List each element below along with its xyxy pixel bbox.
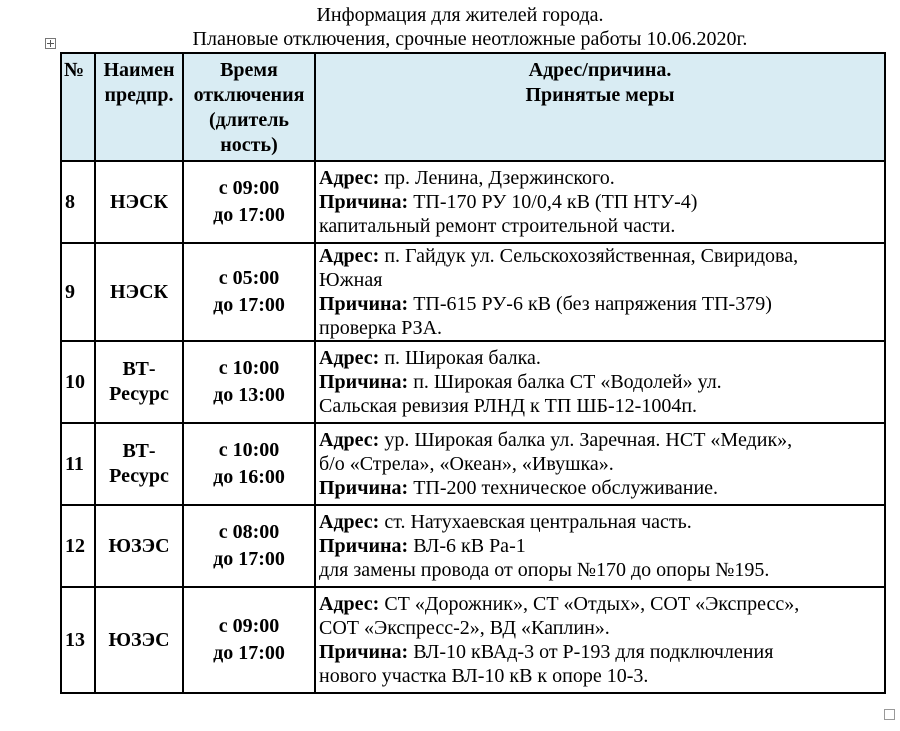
- time-from: с 05:00: [218, 267, 280, 289]
- field-text: п. Широкая балка СТ «Водолей» ул.: [408, 371, 722, 393]
- address-reason-line: [319, 428, 881, 452]
- field-label: Причина:: [319, 293, 409, 315]
- row-time: [183, 341, 315, 423]
- time-to: до 16:00: [213, 466, 285, 488]
- row-organization: [95, 423, 183, 505]
- table-row: [61, 243, 885, 341]
- row-time: [183, 505, 315, 587]
- field-label: Адрес:: [319, 167, 380, 189]
- resize-square-icon[interactable]: [884, 709, 895, 720]
- header-number: №: [61, 53, 95, 161]
- header-org-line: Наимен: [103, 59, 175, 81]
- header-org-name: [95, 53, 183, 161]
- time-to: до 17:00: [213, 642, 285, 664]
- field-text: ТП-200 техническое обслуживание.: [408, 477, 719, 499]
- field-text: ВЛ-6 кВ Ра-1: [408, 535, 526, 557]
- row-organization: [95, 341, 183, 423]
- field-text: ст. Натухаевская центральная часть.: [379, 511, 692, 533]
- address-reason-line: [319, 640, 881, 664]
- table-header-row: [61, 53, 885, 161]
- address-reason-line: [319, 166, 881, 190]
- header-time-line: отключения: [193, 84, 305, 106]
- field-text: ур. Широкая балка ул. Заречная. НСТ «Медик»,: [379, 429, 793, 451]
- row-number: 12: [61, 505, 95, 587]
- field-text: Сальская ревизия РЛНД к ТП ШБ-12-1004п.: [319, 395, 698, 417]
- row-number: 13: [61, 587, 95, 693]
- organization-line: ВТ-: [122, 440, 156, 462]
- organization-line: ВТ-: [122, 358, 156, 380]
- row-organization: [95, 161, 183, 243]
- field-label: Причина:: [319, 191, 409, 213]
- table-row: [61, 341, 885, 423]
- row-number: 10: [61, 341, 95, 423]
- organization-line: ЮЗЭС: [108, 628, 170, 651]
- table-row: [61, 423, 885, 505]
- field-text: проверка РЗА.: [319, 317, 443, 339]
- time-to: до 17:00: [213, 294, 285, 316]
- address-reason-line: [319, 510, 881, 534]
- time-from: с 09:00: [218, 177, 280, 199]
- field-text: ТП-615 РУ-6 кВ (без напряжения ТП-379): [408, 293, 772, 315]
- address-reason-line: [319, 534, 881, 558]
- field-text: п. Широкая балка.: [379, 347, 541, 369]
- time-to: до 13:00: [213, 384, 285, 406]
- row-number: 9: [61, 243, 95, 341]
- address-reason-line: [319, 394, 881, 418]
- row-number: 8: [61, 161, 95, 243]
- header-address-line: Адрес/причина.: [528, 59, 672, 81]
- organization-line: ЮЗЭС: [108, 534, 170, 557]
- row-address-reason: [315, 161, 885, 243]
- field-text: Южная: [319, 269, 383, 291]
- address-reason-line: [319, 292, 881, 316]
- time-to: до 17:00: [213, 548, 285, 570]
- header-address: [315, 53, 885, 161]
- row-address-reason: [315, 423, 885, 505]
- row-address-reason: [315, 243, 885, 341]
- time-from: с 10:00: [218, 439, 280, 461]
- field-text: нового участка ВЛ-10 кВ к опоре 10-3.: [319, 665, 649, 687]
- address-reason-line: [319, 592, 881, 616]
- field-label: Причина:: [319, 641, 409, 663]
- field-text: ВЛ-10 кВАд-3 от Р-193 для подключления: [408, 641, 774, 663]
- table-row: [61, 161, 885, 243]
- field-text: п. Гайдук ул. Сельскохозяйственная, Свиридова,: [379, 245, 799, 267]
- address-reason-line: [319, 664, 881, 688]
- address-reason-line: [319, 370, 881, 394]
- row-organization: [95, 243, 183, 341]
- time-from: с 09:00: [218, 615, 280, 637]
- table-row: [61, 587, 885, 693]
- address-reason-line: [319, 190, 881, 214]
- row-time: [183, 587, 315, 693]
- field-text: б/о «Стрела», «Океан», «Ивушка».: [319, 453, 614, 475]
- outage-table: [60, 52, 886, 694]
- row-organization: [95, 505, 183, 587]
- field-label: Адрес:: [319, 429, 380, 451]
- address-reason-line: [319, 316, 881, 340]
- header-time-line: (длитель: [208, 109, 290, 131]
- header-time: [183, 53, 315, 161]
- address-reason-line: [319, 244, 881, 268]
- field-label: Адрес:: [319, 593, 380, 615]
- organization-line: Ресурс: [109, 465, 169, 487]
- organization-line: НЭСК: [109, 280, 169, 303]
- field-text: для замены провода от опоры №170 до опоры №195.: [319, 559, 770, 581]
- move-cross-icon[interactable]: [45, 38, 56, 49]
- field-label: Причина:: [319, 371, 409, 393]
- title-line-2: Плановые отключения, срочные неотложные работы 10.06.2020г.: [192, 28, 748, 50]
- time-from: с 08:00: [218, 521, 280, 543]
- field-text: пр. Ленина, Дзержинского.: [379, 167, 615, 189]
- row-time: [183, 423, 315, 505]
- row-time: [183, 243, 315, 341]
- title-line-1: Информация для жителей города.: [316, 4, 604, 26]
- address-reason-line: [319, 452, 881, 476]
- header-address-line: Принятые меры: [525, 84, 675, 106]
- field-text: капитальный ремонт строительной части.: [319, 215, 676, 237]
- address-reason-line: [319, 214, 881, 238]
- field-label: Причина:: [319, 535, 409, 557]
- organization-line: НЭСК: [109, 190, 169, 213]
- time-from: с 10:00: [218, 357, 280, 379]
- row-number: 11: [61, 423, 95, 505]
- field-label: Причина:: [319, 477, 409, 499]
- address-reason-line: [319, 616, 881, 640]
- field-text: СОТ «Экспресс-2», ВД «Каплин».: [319, 617, 610, 639]
- field-label: Адрес:: [319, 245, 380, 267]
- row-time: [183, 161, 315, 243]
- address-reason-line: [319, 268, 881, 292]
- row-address-reason: [315, 505, 885, 587]
- address-reason-line: [319, 346, 881, 370]
- row-address-reason: [315, 587, 885, 693]
- row-address-reason: [315, 341, 885, 423]
- header-time-line: ность): [220, 134, 278, 156]
- organization-line: Ресурс: [109, 383, 169, 405]
- header-time-line: Время: [220, 59, 278, 81]
- table-row: [61, 505, 885, 587]
- header-org-line: предпр.: [104, 84, 174, 106]
- field-label: Адрес:: [319, 347, 380, 369]
- address-reason-line: [319, 558, 881, 582]
- row-organization: [95, 587, 183, 693]
- time-to: до 17:00: [213, 204, 285, 226]
- field-text: СТ «Дорожник», СТ «Отдых», СОТ «Экспресс»,: [379, 593, 800, 615]
- field-text: ТП-170 РУ 10/0,4 кВ (ТП НТУ-4): [408, 191, 698, 213]
- address-reason-line: [319, 476, 881, 500]
- field-label: Адрес:: [319, 511, 380, 533]
